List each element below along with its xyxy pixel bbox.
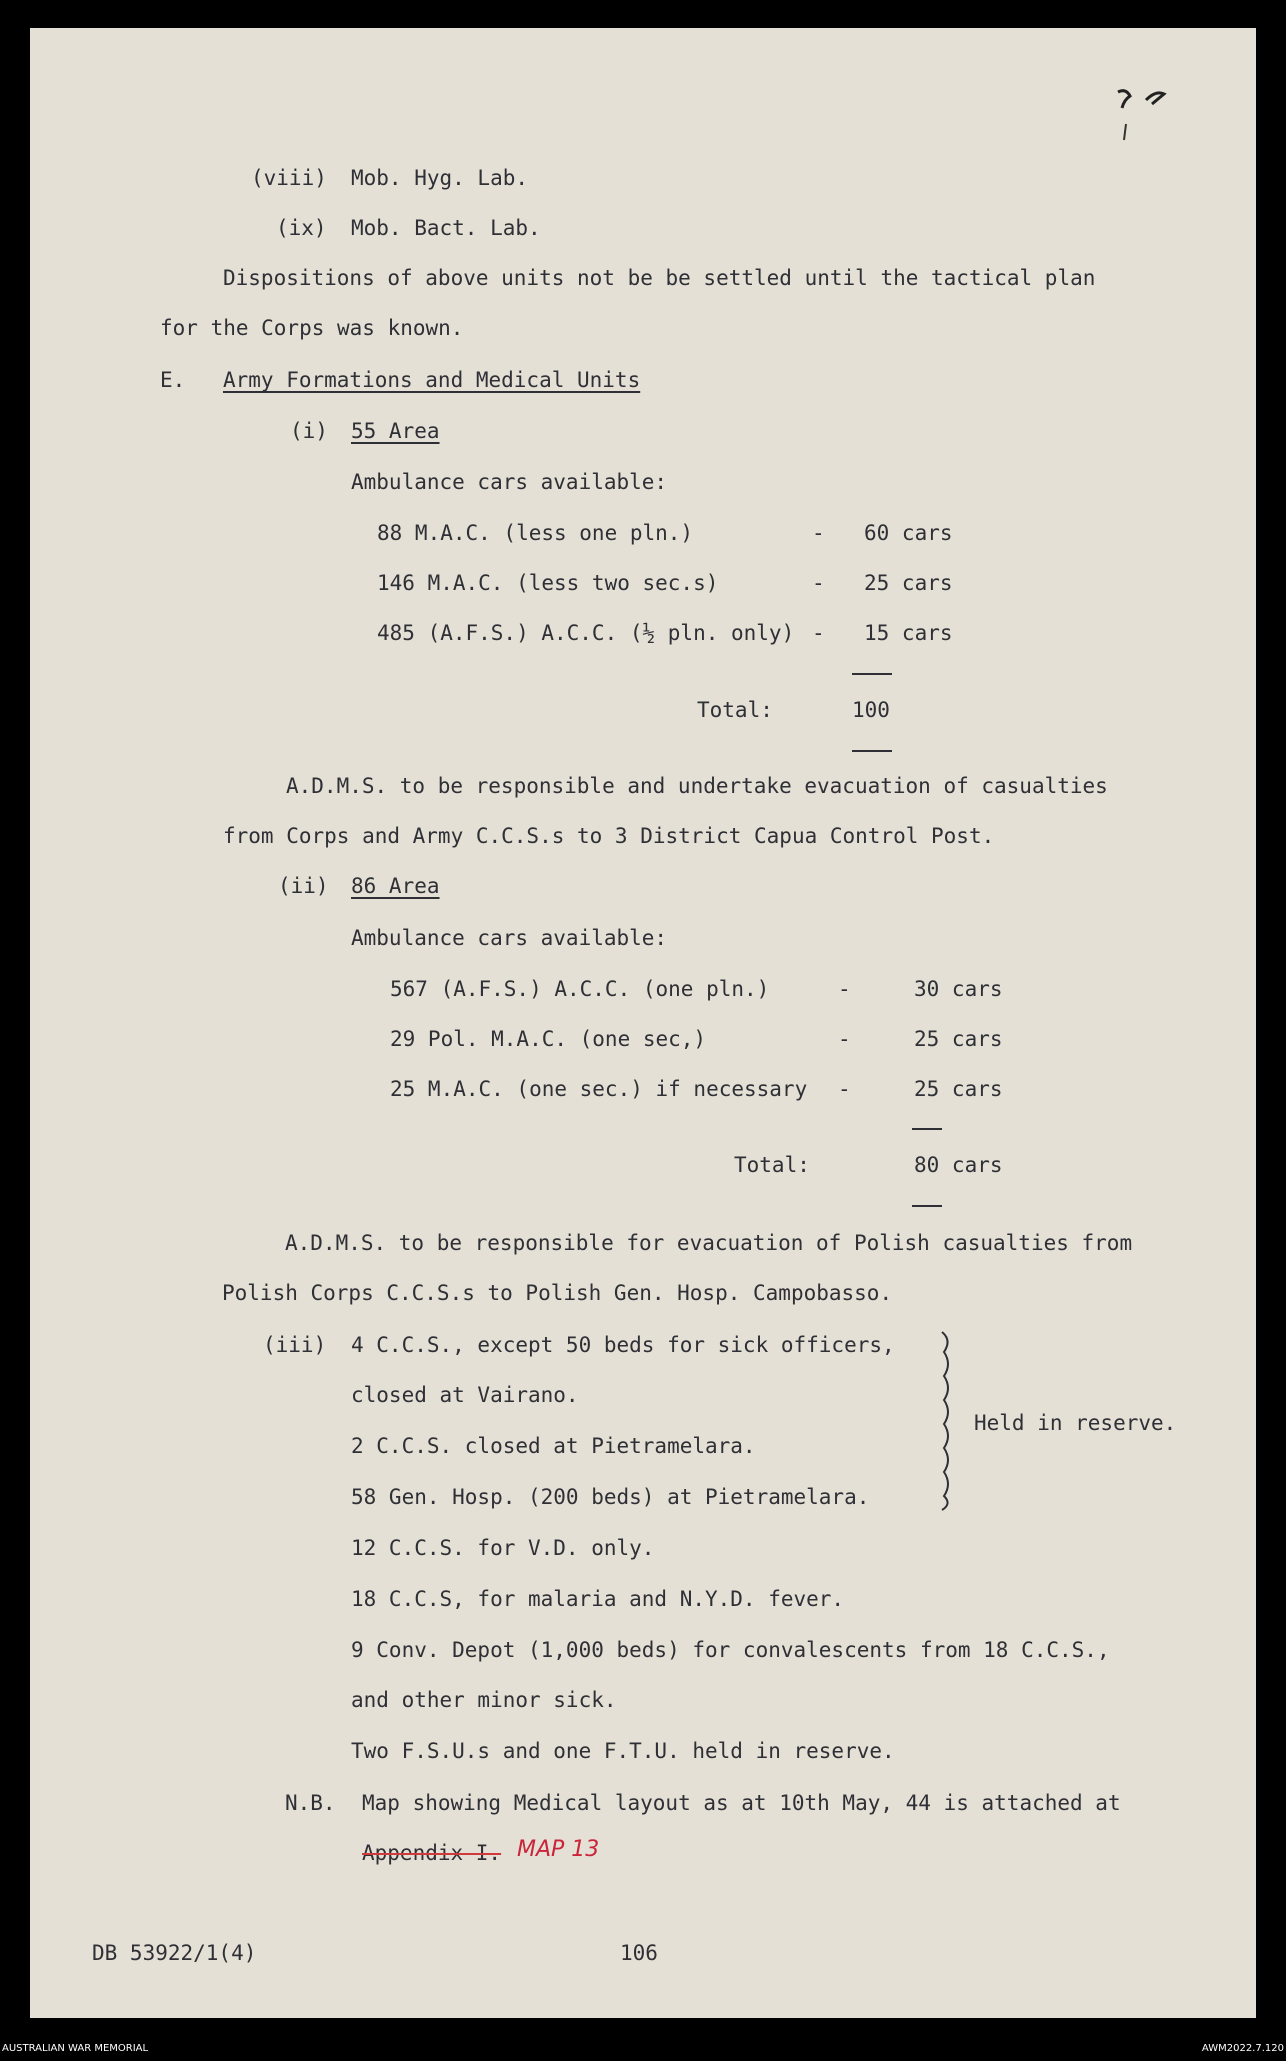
sub-i-cars-label: Ambulance cars available: — [351, 470, 668, 494]
sub-ii-paragraph-line2: Polish Corps C.C.S.s to Polish Gen. Hosp. Campobasso. — [222, 1281, 893, 1305]
sub-ii-total-value: 80 cars — [914, 1153, 1003, 1177]
table-row-cars: 60 cars — [864, 521, 953, 545]
list-item: 58 Gen. Hosp. (200 beds) at Pietramelara. — [351, 1485, 870, 1509]
sub-i-paragraph-line1: A.D.M.S. to be responsible and undertake evacuation of casualties — [286, 774, 1108, 798]
total-rule-top — [912, 1128, 942, 1130]
section-e-letter: E. — [160, 368, 186, 392]
total-rule-bottom — [852, 750, 892, 752]
sub-ii-cars-label: Ambulance cars available: — [351, 926, 668, 950]
sub-ii-number: (ii) — [278, 874, 329, 898]
item-ix-text: Mob. Bact. Lab. — [351, 216, 541, 240]
table-row-cars: 25 cars — [864, 571, 953, 595]
nb-label: N.B. — [285, 1791, 336, 1815]
struck-appendix-reference: Appendix I. — [362, 1841, 502, 1865]
dispositions-paragraph-line2: for the Corps was known. — [160, 316, 464, 340]
total-rule-bottom — [912, 1205, 942, 1207]
table-row-dash: - — [838, 1077, 851, 1101]
table-row-dash: - — [812, 521, 825, 545]
sub-i-number: (i) — [290, 419, 328, 443]
table-row-dash: - — [812, 621, 825, 645]
list-item: 18 C.C.S, for malaria and N.Y.D. fever. — [351, 1587, 845, 1611]
sub-ii-total-label: Total: — [734, 1153, 810, 1177]
table-row-cars: 25 cars — [914, 1077, 1003, 1101]
sub-iii-number: (iii) — [263, 1333, 327, 1357]
nb-text: Map showing Medical layout as at 10th May, 44 is attached at — [362, 1791, 1121, 1815]
paper-damage-mark — [1112, 84, 1192, 164]
table-row-cars: 15 cars — [864, 621, 953, 645]
sub-i-total-label: Total: — [697, 698, 773, 722]
reserve-brace — [938, 1330, 958, 1512]
list-item: 2 C.C.S. closed at Pietramelara. — [351, 1434, 756, 1458]
sub-i-total-value: 100 — [852, 698, 890, 722]
list-item: 4 C.C.S., except 50 beds for sick officers, — [351, 1333, 895, 1357]
sub-ii-paragraph-line1: A.D.M.S. to be responsible for evacuation of Polish casualties from — [285, 1231, 1133, 1255]
handwritten-map-correction: MAP 13 — [517, 1837, 600, 1862]
sub-i-heading: 55 Area — [351, 419, 440, 443]
document-reference: DB 53922/1(4) — [92, 1941, 257, 1965]
table-row-unit: 146 M.A.C. (less two sec.s) — [377, 571, 719, 595]
dispositions-paragraph-line1: Dispositions of above units not be be settled until the tactical plan — [223, 266, 1096, 290]
table-row-unit: 88 M.A.C. (less one pln.) — [377, 521, 694, 545]
list-item: Two F.S.U.s and one F.T.U. held in reserve. — [351, 1739, 895, 1763]
table-row-unit: 567 (A.F.S.) A.C.C. (one pln.) — [390, 977, 770, 1001]
list-item: closed at Vairano. — [351, 1383, 579, 1407]
table-row-cars: 25 cars — [914, 1027, 1003, 1051]
section-e-heading: Army Formations and Medical Units — [223, 368, 641, 392]
total-rule-top — [852, 673, 892, 675]
item-viii-text: Mob. Hyg. Lab. — [351, 166, 529, 190]
held-in-reserve-note: Held in reserve. — [974, 1411, 1177, 1435]
list-item: 12 C.C.S. for V.D. only. — [351, 1536, 655, 1560]
page-number: 106 — [620, 1941, 658, 1965]
sub-ii-heading: 86 Area — [351, 874, 440, 898]
list-item: and other minor sick. — [351, 1688, 617, 1712]
table-row-unit: 25 M.A.C. (one sec.) if necessary — [390, 1077, 808, 1101]
item-viii-number: (viii) — [251, 166, 327, 190]
archive-label-right: AWM2022.7.120 — [1201, 2043, 1284, 2054]
table-row-dash: - — [812, 571, 825, 595]
table-row-dash: - — [838, 1027, 851, 1051]
archive-label-left: AUSTRALIAN WAR MEMORIAL — [2, 2043, 149, 2054]
sub-i-paragraph-line2: from Corps and Army C.C.S.s to 3 District Capua Control Post. — [223, 824, 995, 848]
table-row-unit: 29 Pol. M.A.C. (one sec,) — [390, 1027, 707, 1051]
item-ix-number: (ix) — [276, 216, 327, 240]
list-item: 9 Conv. Depot (1,000 beds) for convalescents from 18 C.C.S., — [351, 1638, 1110, 1662]
table-row-cars: 30 cars — [914, 977, 1003, 1001]
table-row-unit: 485 (A.F.S.) A.C.C. (½ pln. only) — [377, 621, 795, 645]
table-row-dash: - — [838, 977, 851, 1001]
